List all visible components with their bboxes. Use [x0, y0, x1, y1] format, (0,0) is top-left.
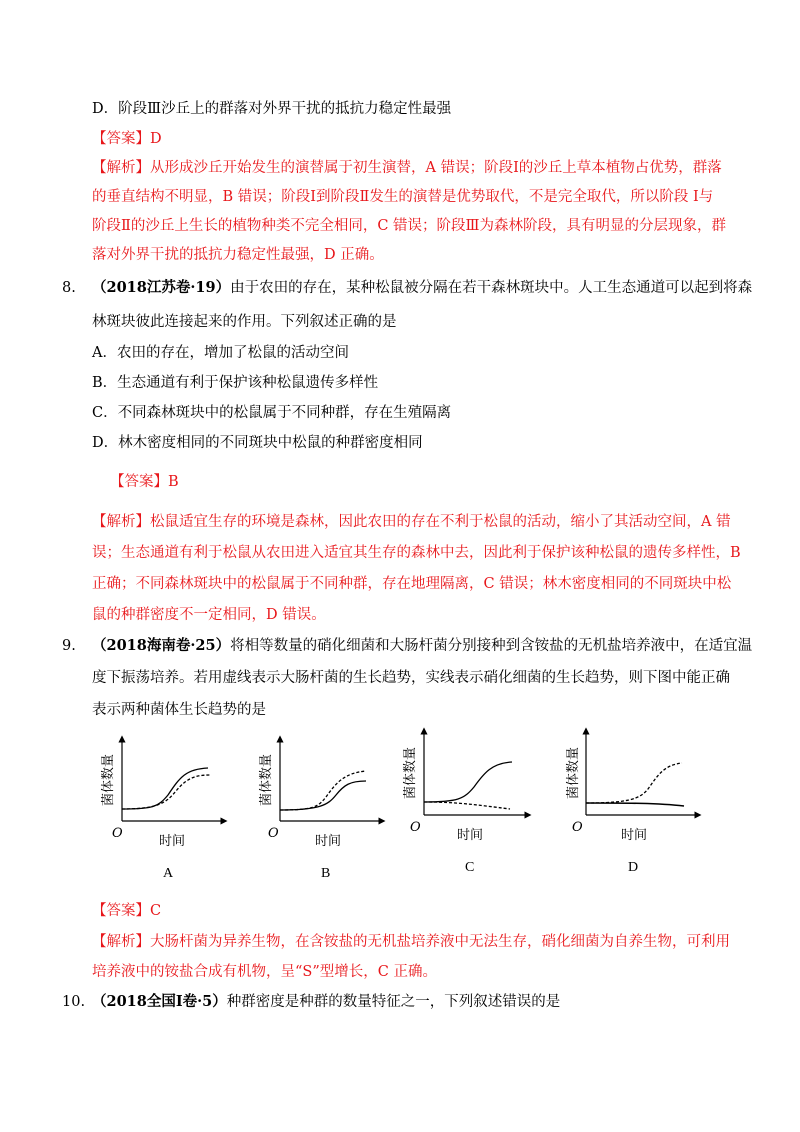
- graph-d: [568, 725, 702, 845]
- y-axis-label: 菌体数量: [403, 746, 418, 800]
- question-source: （2018江苏卷·19）: [92, 279, 231, 296]
- y-axis-label: 菌体数量: [101, 753, 116, 807]
- x-axis-label: 时间: [456, 828, 484, 843]
- solid-curve: [424, 762, 512, 802]
- prev-analysis-line-1: [92, 159, 722, 177]
- prev-analysis-line-2: 的垂直结构不明显，B 错误；阶段Ⅰ到阶段Ⅱ发生的演替是优势取代，不是完全取代，所以阶段 Ⅰ与: [92, 189, 714, 205]
- q9-stem-line-2: 度下振荡培养。若用虚线表示大肠杆菌的生长趋势，实线表示硝化细菌的生长趋势，则下图中能正确: [92, 670, 730, 686]
- q9-stem-line-1: [62, 637, 752, 655]
- q8-analysis-line-3: 正确；不同森林斑块中的松鼠属于不同种群，存在地理隔离，C 错误；林木密度相同的不同斑块中松: [92, 576, 732, 592]
- stem-text: 种群密度是种群的数量特征之一，下列叙述错误的是: [226, 994, 561, 1010]
- stem-text: 将相等数量的硝化细菌和大肠杆菌分别接种到含铵盐的无机盐培养液中，在适宜温: [230, 638, 753, 654]
- q8-answer: [110, 473, 179, 491]
- q8-stem-line-2: 林斑块彼此连接起来的作用。下列叙述正确的是: [92, 314, 397, 330]
- prev-answer: [92, 130, 162, 148]
- dashed-curve: [586, 763, 682, 803]
- dashed-curve: [424, 802, 510, 809]
- analysis-text: 从形成沙丘开始发生的演替属于初生演替，A 错误；阶段Ⅰ的沙丘上草本植物占优势，群落: [150, 160, 722, 176]
- q9-analysis-line-1: [92, 933, 730, 951]
- y-axis-label: 菌体数量: [259, 753, 274, 807]
- answer-label: 【答案】: [92, 131, 150, 147]
- dashed-curve: [122, 775, 210, 809]
- solid-curve: [280, 781, 366, 810]
- graph-c: [398, 725, 532, 845]
- graph-c-caption: C: [465, 860, 475, 875]
- origin-label: O: [112, 826, 123, 841]
- graph-a-caption: A: [163, 866, 174, 881]
- x-axis-label: 时间: [158, 834, 186, 849]
- q8-option-c: C．不同森林斑块中的松鼠属于不同种群，存在生殖隔离: [92, 405, 452, 421]
- question-number: 9.: [62, 638, 76, 654]
- prev-analysis-line-4: 落对外界干扰的抵抗力稳定性最强，D 正确。: [92, 247, 384, 263]
- dashed-curve: [280, 771, 366, 810]
- q8-option-a: A．农田的存在，增加了松鼠的活动空间: [92, 345, 349, 361]
- question-number: 8.: [62, 280, 76, 296]
- answer-label: 【答案】: [110, 474, 168, 490]
- q9-answer: [92, 902, 161, 920]
- y-axis-label: 菌体数量: [566, 746, 581, 800]
- q8-analysis-line-1: [92, 513, 731, 531]
- question-source: （2018全国Ⅰ卷·5）: [92, 993, 227, 1010]
- prev-analysis-line-3: 阶段Ⅱ的沙丘上生长的植物种类不完全相同，C 错误；阶段Ⅲ为森林阶段，具有明显的分层现象，群: [92, 218, 727, 234]
- graph-b: [254, 733, 386, 853]
- graph-b-caption: B: [321, 866, 331, 881]
- solid-curve: [122, 768, 208, 809]
- answer-value: D: [150, 131, 162, 147]
- x-axis-label: 时间: [314, 834, 342, 849]
- q8-option-d: D．林木密度相同的不同斑块中松鼠的种群密度相同: [92, 435, 423, 451]
- q8-option-b: B．生态通道有利于保护该种松鼠遗传多样性: [92, 375, 379, 391]
- analysis-label: 【解析】: [92, 160, 150, 176]
- analysis-label: 【解析】: [92, 514, 150, 530]
- q9-stem-line-3: 表示两种菌体生长趋势的是: [92, 702, 266, 718]
- q8-analysis-line-2: 误；生态通道有利于松鼠从农田进入适宜其生存的森林中去，因此利于保护该种松鼠的遗传多样性，B: [92, 545, 741, 561]
- x-axis-label: 时间: [620, 828, 648, 843]
- analysis-text: 大肠杆菌为异养生物，在含铵盐的无机盐培养液中无法生存，硝化细菌为自养生物，可利用: [150, 934, 730, 950]
- question-source: （2018海南卷·25）: [92, 637, 231, 654]
- analysis-label: 【解析】: [92, 934, 150, 950]
- solid-curve: [586, 803, 684, 806]
- prev-option-d: D．阶段Ⅲ沙丘上的群落对外界干扰的抵抗力稳定性最强: [92, 101, 452, 117]
- q10-stem: [62, 993, 560, 1011]
- question-number: 10.: [62, 994, 86, 1010]
- q8-stem-line-1: [62, 279, 752, 297]
- stem-text: 由于农田的存在，某种松鼠被分隔在若干森林斑块中。人工生态通道可以起到将森: [230, 280, 753, 296]
- q8-analysis-line-4: 鼠的种群密度不一定相同，D 错误。: [92, 607, 326, 623]
- q9-analysis-line-2: 培养液中的铵盐合成有机物，呈“S”型增长，C 正确。: [92, 964, 437, 980]
- graph-a: [98, 733, 230, 853]
- origin-label: O: [268, 826, 279, 841]
- answer-value: B: [168, 474, 179, 490]
- graph-d-caption: D: [628, 860, 639, 875]
- analysis-text: 松鼠适宜生存的环境是森林，因此农田的存在不利于松鼠的活动，缩小了其活动空间，A 错: [150, 514, 731, 530]
- origin-label: O: [572, 820, 583, 835]
- origin-label: O: [410, 820, 421, 835]
- answer-label: 【答案】: [92, 903, 150, 919]
- answer-value: C: [150, 903, 162, 919]
